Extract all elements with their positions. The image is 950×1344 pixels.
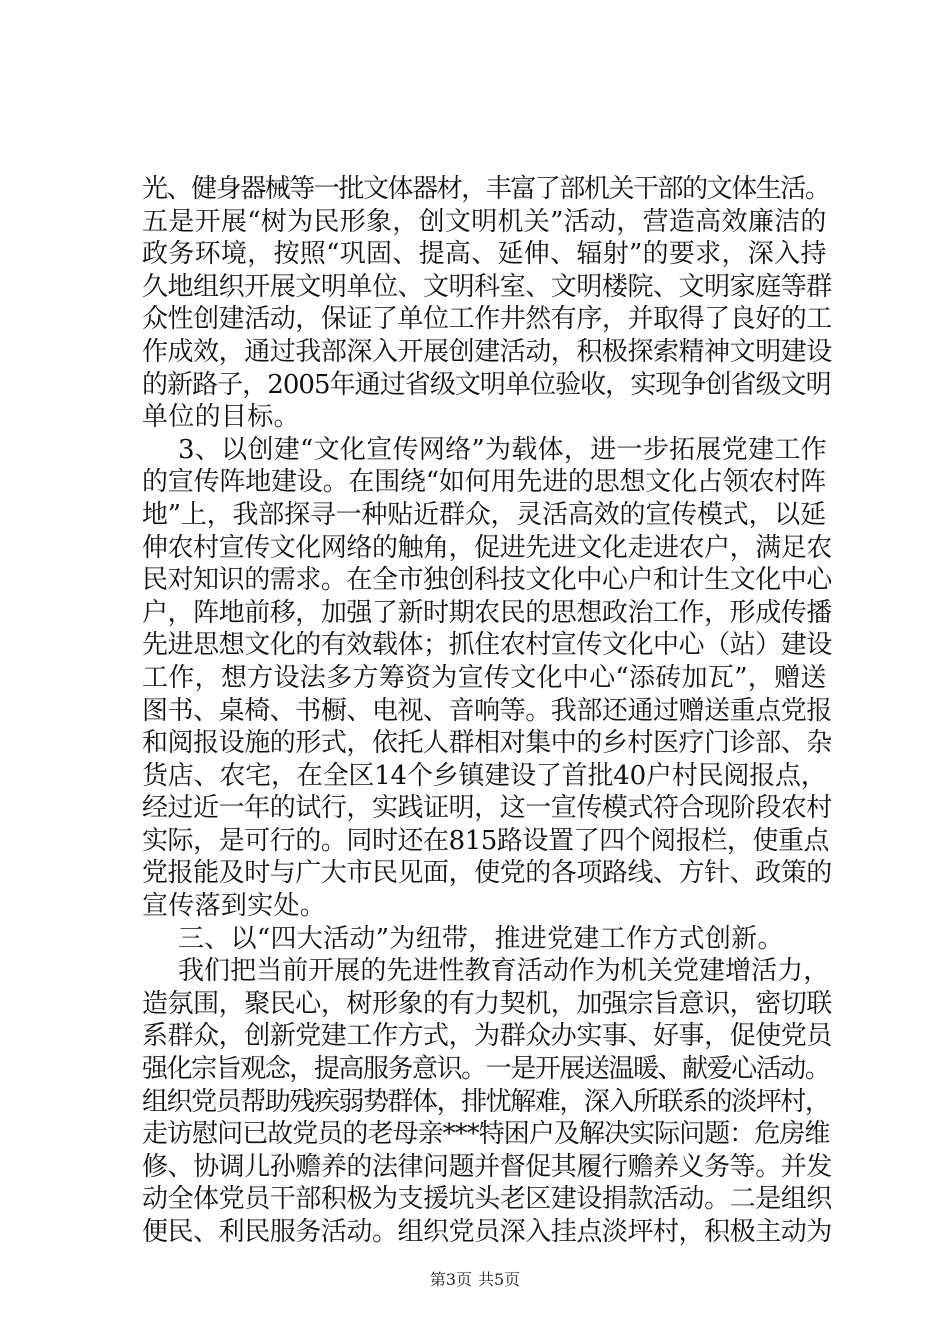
page-total: 共5页 <box>478 1270 521 1289</box>
text-line: 的新路子，2005年通过省级文明单位验收，实现争创省级文明 <box>142 369 831 400</box>
text-line: 组织党员帮助残疾弱势群体，排忧解难，深入所联系的淡坪村， <box>142 1086 830 1117</box>
text-line: 工作，想方设法多方筹资为宣传文化中心“添砖加瓦”，赠送 <box>142 662 827 693</box>
text-line: 伸农村宣传文化网络的触角，促进先进文化走进农户，满足农 <box>142 532 832 563</box>
text-line: 宣传落到实处。 <box>142 891 327 922</box>
text-line: 作成效，通过我部深入开展创建活动，积极探索精神文明建设 <box>142 336 832 367</box>
document-body <box>142 173 832 1249</box>
text-line: 系群众，创新党建工作方式，为群众办实事、好事，促使党员 <box>142 1021 832 1052</box>
page-number: 第3页 <box>429 1270 472 1289</box>
text-line: 走访慰问已故党员的老母亲***特困户及解决实际问题：危房维 <box>142 1119 830 1150</box>
text-line: 动全体党员干部积极为支援坑头老区建设捐款活动。二是组织 <box>142 1184 832 1215</box>
text-line: 的宣传阵地建设。在围绕“如何用先进的思想文化占领农村阵 <box>142 467 826 498</box>
text-line: 政务环境，按照“巩固、提高、延伸、辐射”的要求，深入持 <box>142 239 827 270</box>
text-line: 单位的目标。 <box>142 402 300 433</box>
text-line: 实际，是可行的。同时还在815路设置了四个阅报栏，使重点 <box>142 825 830 856</box>
text-line: 众性创建活动，保证了单位工作井然有序，并取得了良好的工 <box>142 304 832 335</box>
text-line: 久地组织开展文明单位、文明科室、文明楼院、文明家庭等群 <box>142 271 832 302</box>
text-line: 光、健身器械等一批文体器材，丰富了部机关干部的文体生活。 <box>142 174 830 204</box>
text-line: 党报能及时与广大市民见面，使党的各项路线、方针、政策的 <box>142 858 832 889</box>
text-line: 造氛围，聚民心，树形象的有力契机，加强宗旨意识，密切联 <box>142 988 832 1019</box>
text-line: 户，阵地前移，加强了新时期农民的思想政治工作，形成传播 <box>142 597 832 628</box>
text-line: 3、以创建“文化宣传网络”为载体，进一步拓展党建工作 <box>178 434 827 465</box>
text-line: 民对知识的需求。在全市独创科技文化中心户和计生文化中心 <box>142 565 832 596</box>
text-line: 修、协调儿孙赡养的法律问题并督促其履行赡养义务等。并发 <box>142 1151 832 1182</box>
text-line: 和阅报设施的形式，依托人群相对集中的乡村医疗门诊部、杂 <box>142 728 832 759</box>
page-footer <box>0 1270 950 1290</box>
text-line: 便民、利民服务活动。组织党员深入挂点淡坪村，积极主动为 <box>142 1217 832 1247</box>
text-line: 五是开展“树为民形象，创文明机关”活动，营造高效廉洁的 <box>142 206 827 237</box>
text-line: 地”上，我部探寻一种贴近群众，灵活高效的宣传模式，以延 <box>142 499 826 530</box>
text-line: 图书、桌椅、书橱、电视、音响等。我部还通过赠送重点党报 <box>142 695 832 726</box>
text-line: 货店、农宅，在全区14个乡镇建设了首批40户村民阅报点， <box>142 760 827 791</box>
text-line: 我们把当前开展的先进性教育活动作为机关党建增活力， <box>178 956 830 987</box>
text-line: 强化宗旨观念，提高服务意识。一是开展送温暖、献爱心活动。 <box>142 1054 830 1085</box>
text-line: 先进思想文化的有效载体；抓住农村宣传文化中心（站）建设 <box>142 630 832 661</box>
section-heading: 三、以“四大活动”为纽带，推进党建工作方式创新。 <box>178 923 784 954</box>
text-line: 经过近一年的试行，实践证明，这一宣传模式符合现阶段农村 <box>142 793 832 824</box>
